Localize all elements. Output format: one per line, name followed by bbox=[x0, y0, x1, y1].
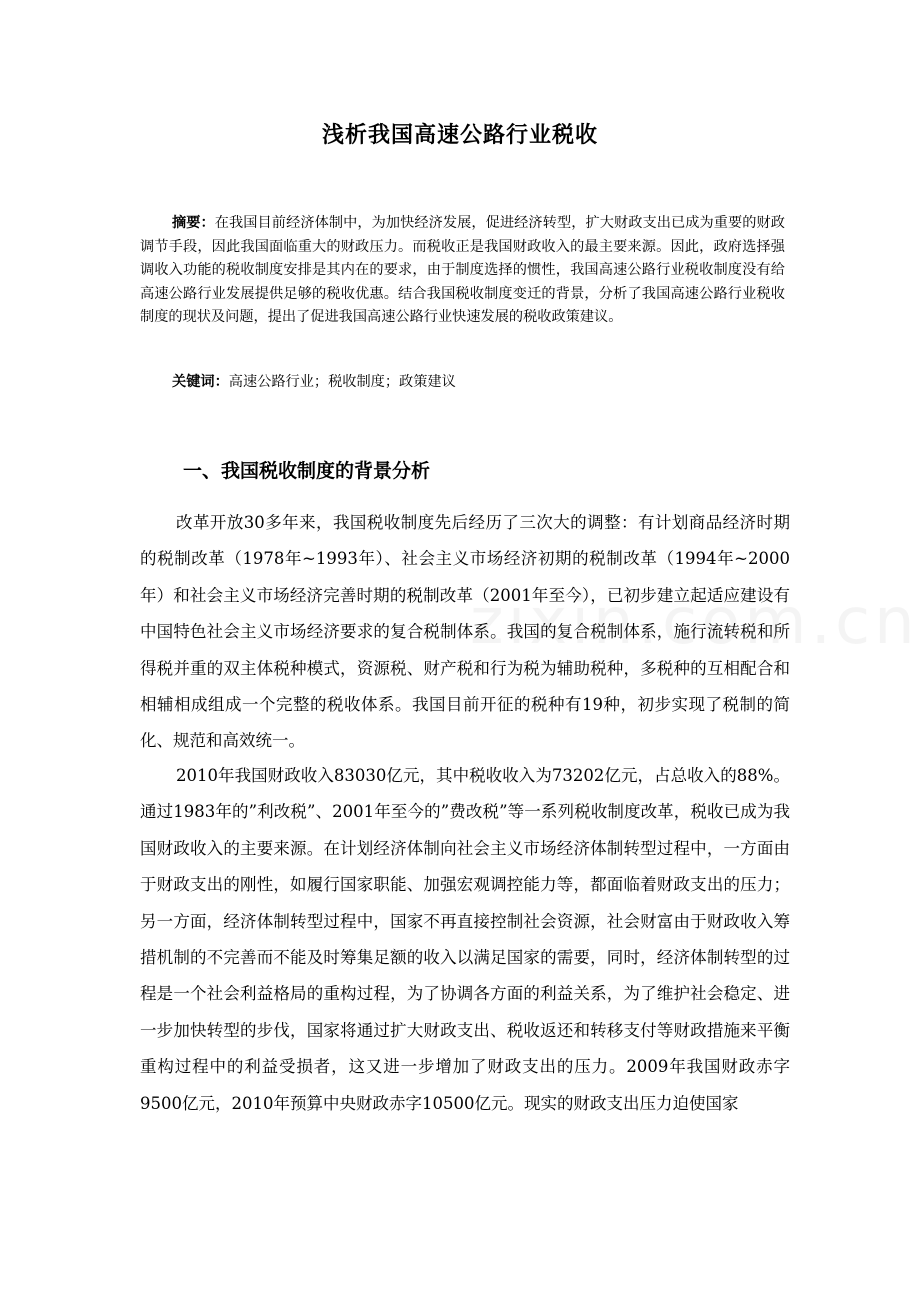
keywords-text: 高速公路行业；税收制度；政策建议 bbox=[228, 374, 456, 390]
abstract-paragraph bbox=[140, 212, 785, 330]
section-heading: 一、我国税收制度的背景分析 bbox=[183, 460, 431, 482]
keywords-label: 关键词： bbox=[172, 374, 229, 390]
page-title: 浅析我国高速公路行业税收 bbox=[321, 123, 598, 148]
abstract-text: 在我国目前经济体制中，为加快经济发展，促进经济转型，扩大财政支出已成为重要的财政调节手段，因此我国面临重大的财政压力。而税收正是我国财政收入的最主要来源。因此，政府选择强调收入功能的税收制度安排是其内在的要求，由于制度选择的惯性，我国高速公路行业税收制度没有给高速公路行业发展提供足够的税收优惠。结合我国税收制度变迁的背景，分析了我国高速公路行业税收制度的现状及问题，提出了促进我国高速公路行业快速发展的税收政策建议。 bbox=[140, 215, 785, 325]
keywords-line bbox=[140, 371, 785, 395]
abstract-label: 摘要： bbox=[172, 215, 215, 231]
body-paragraph: 2010年我国财政收入83030亿元，其中税收收入为73202亿元，占总收入的88%。通过1983年的”利改税”、2001年至今的”费改税”等一系列税收制度改革，税收已成为我国财政收入的主要来源。在计划经济体制向社会主义市场经济体制转型过程中，一方面由于财政支出的刚性，如履行国家职能、加强宏观调控能力等，都面临着财政支出的压力；另一方面，经济体制转型过程中，国家不再直接控制社会资源，社会财富由于财政收入筹措机制的不完善而不能及时筹集足额的收入以满足国家的需要，同时，经济体制转型的过程是一个社会利益格局的重构过程，为了协调各方面的利益关系，为了维护社会稳定、进一步加快转型的步伐，国家将通过扩大财政支出、税收返还和转移支付等财政措施来平衡重构过程中的利益受损者，这又进一步增加了财政支出的压力。2009年我国财政赤字9500亿元，2010年预算中央财政赤字10500亿元。现实的财政支出压力迫使国家 bbox=[140, 766, 790, 1113]
body-paragraph: 改革开放30多年来，我国税收制度先后经历了三次大的调整：有计划商品经济时期的税制改革（1978年~1993年）、社会主义市场经济初期的税制改革（1994年~2000年）和社会主义市场经济完善时期的税制改革（2001年至今），已初步建立起适应建设有中国特色社会主义市场经济要求的复合税制体系。我国的复合税制体系，施行流转税和所得税并重的双主体税种模式，资源税、财产税和行为税为辅助税种，多税种的互相配合和相辅相成组成一个完整的税收体系。我国目前开征的税种有19种，初步实现了税制的简化、规范和高效统一。 bbox=[140, 513, 790, 751]
